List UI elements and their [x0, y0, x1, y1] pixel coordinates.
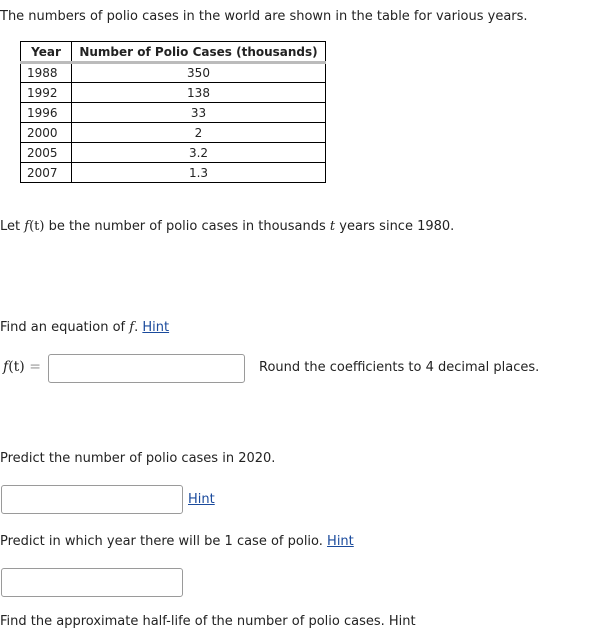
question-text: Predict in which year there will be 1 case of polio.	[0, 534, 323, 549]
equation-lhs	[3, 359, 41, 375]
cases-cell: 350	[72, 63, 326, 83]
hint-link[interactable]: Hint	[142, 320, 170, 335]
function-argument: (t)	[29, 219, 45, 234]
table-row	[21, 103, 326, 123]
table-row	[21, 83, 326, 103]
table-row	[21, 123, 326, 143]
table-header-row	[21, 42, 326, 63]
hint-link[interactable]: Hint	[327, 534, 354, 549]
equals-sign: =	[29, 359, 41, 375]
prediction-2020-input[interactable]	[1, 485, 183, 514]
function-definition	[0, 219, 454, 234]
hint-link[interactable]: Hint	[188, 492, 215, 507]
question-half-life-partial: Find the approximate half-life of the number of polio cases. Hint	[0, 614, 416, 629]
year-cell: 1992	[21, 83, 72, 103]
function-symbol: f	[24, 219, 30, 234]
question-find-equation	[0, 320, 169, 335]
cases-cell: 33	[72, 103, 326, 123]
question-text: Find an equation of	[0, 320, 130, 335]
question-predict-2020: Predict the number of polio cases in 2020.	[0, 451, 276, 466]
year-cell: 1988	[21, 63, 72, 83]
year-cell: 2005	[21, 143, 72, 163]
function-argument: (t)	[8, 359, 25, 375]
table-row	[21, 143, 326, 163]
variable-symbol: t	[329, 219, 336, 234]
cases-cell: 2	[72, 123, 326, 143]
year-cell: 1996	[21, 103, 72, 123]
round-note: Round the coefficients to 4 decimal places.	[259, 360, 540, 375]
cases-cell: 3.2	[72, 143, 326, 163]
polio-table	[20, 41, 326, 183]
question-text: .	[134, 320, 139, 335]
question-predict-year	[0, 534, 354, 549]
intro-text: The numbers of polio cases in the world are shown in the table for various years.	[0, 9, 528, 24]
cases-cell: 138	[72, 83, 326, 103]
table-row	[21, 163, 326, 183]
year-cell: 2000	[21, 123, 72, 143]
definition-text: be the number of polio cases in thousands	[44, 219, 330, 234]
function-symbol: f	[3, 359, 9, 375]
equation-input[interactable]	[48, 354, 245, 383]
year-prediction-input[interactable]	[1, 568, 183, 597]
cases-cell: 1.3	[72, 163, 326, 183]
header-year: Year	[21, 42, 72, 63]
definition-text: years since 1980.	[335, 219, 455, 234]
function-symbol: f	[129, 320, 135, 335]
definition-text: Let	[0, 219, 25, 234]
table-row	[21, 63, 326, 83]
year-cell: 2007	[21, 163, 72, 183]
header-cases: Number of Polio Cases (thousands)	[72, 42, 326, 63]
